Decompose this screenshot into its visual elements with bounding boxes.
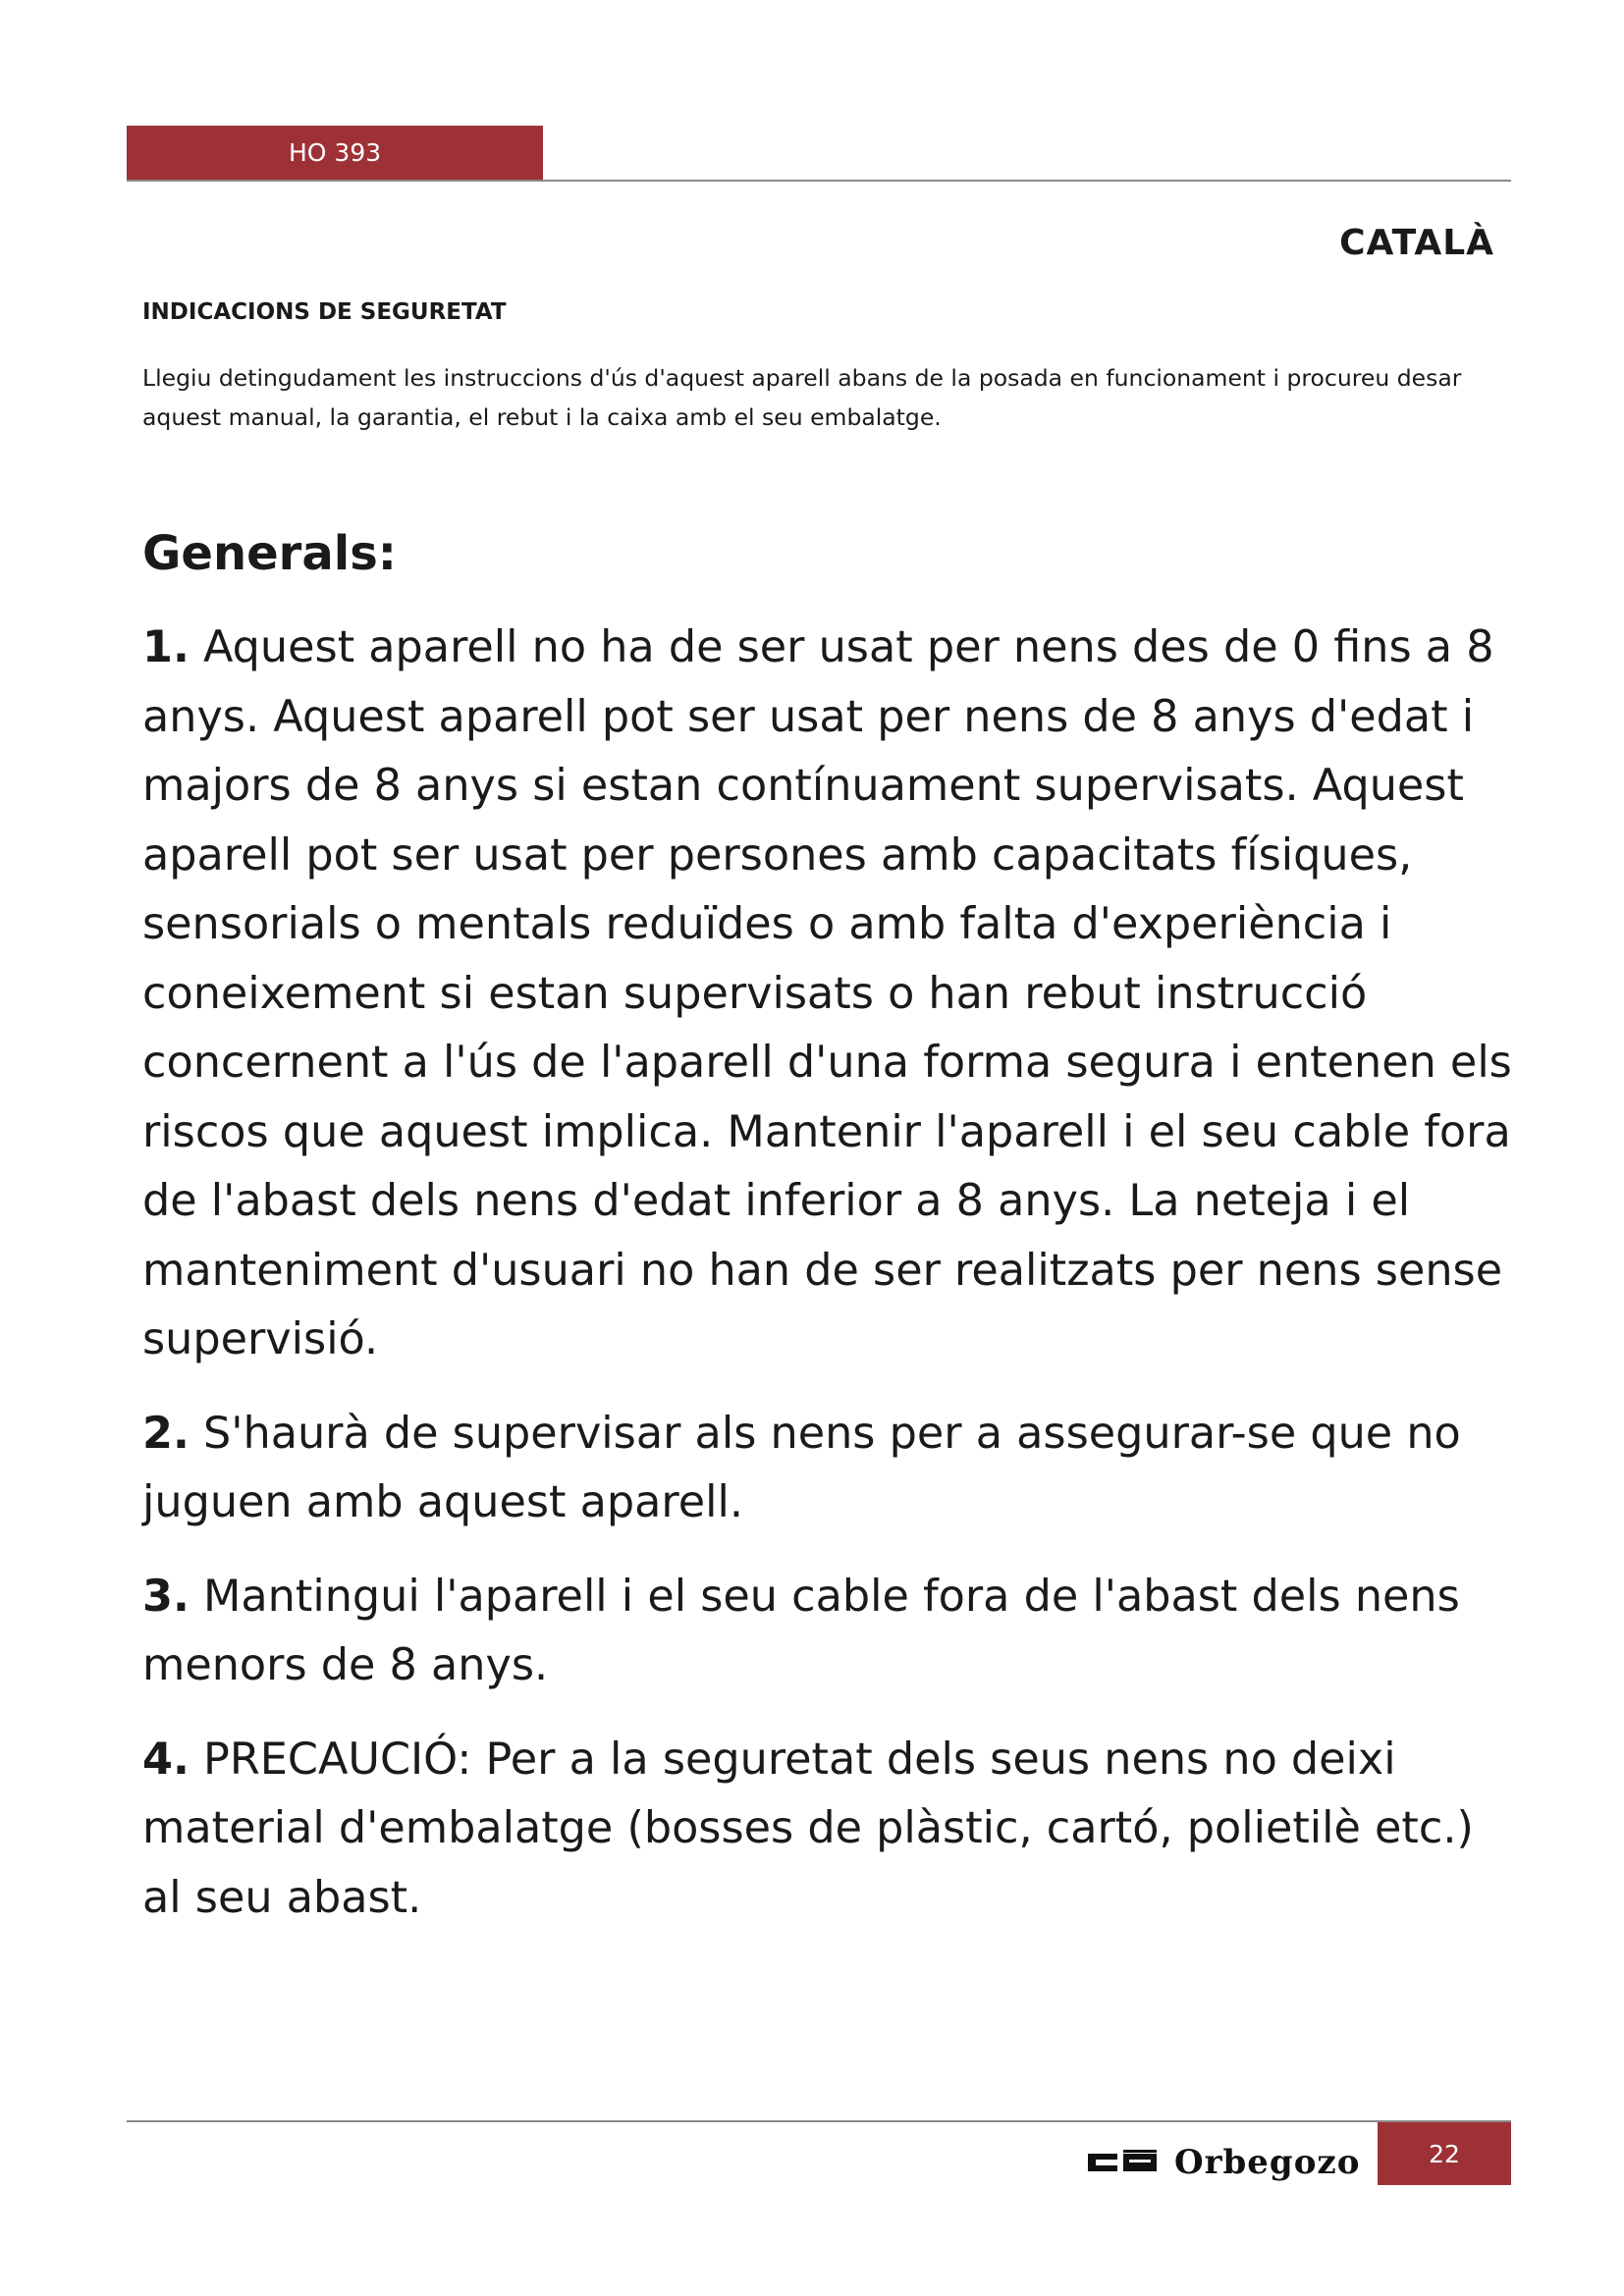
item-number: 4.	[142, 1734, 189, 1785]
list-item	[142, 614, 1512, 1375]
footer-divider	[127, 2120, 1511, 2122]
page-number-box	[1378, 2122, 1511, 2185]
item-text: Aquest aparell no ha de ser usat per nens des de 0 fins a 8 anys. Aquest aparell pot ser usat per nens de 8 anys d'edat i majors de 8 anys si estan contínuament supervisats. Aquest aparell pot ser usat per persones amb capacitats físiques, sensorials o mentals reduïdes o amb falta d'experiència i coneixement si estan supervisats o han rebut instrucció concernent a l'ús de l'aparell d'una forma segura i entenen els riscos que aquest implica. Mantenir l'aparell i el seu cable fora de l'abast dels nens d'edat inferior a 8 anys. La neteja i el manteniment d'usuari no han de ser realitzats per nens sense supervisió.	[142, 622, 1512, 1364]
item-text: Mantingui l'aparell i el seu cable fora de l'abast dels nens menors de 8 anys.	[142, 1571, 1460, 1690]
section-title: INDICACIONS DE SEGURETAT	[142, 299, 507, 325]
page-number: 22	[1429, 2139, 1460, 2168]
brand-name: Orbegozo	[1174, 2143, 1361, 2182]
item-text: PRECAUCIÓ: Per a la seguretat dels seus nens no deixi material d'embalatge (bosses de plàstic, cartó, polietilè etc.) al seu abast.	[142, 1734, 1474, 1923]
safety-list	[142, 614, 1512, 1957]
model-label: HO 393	[289, 138, 382, 167]
list-item	[142, 1563, 1512, 1701]
item-number: 2.	[142, 1408, 189, 1459]
brand-mark-icon	[1088, 2150, 1157, 2175]
list-item	[142, 1726, 1512, 1934]
language-label: CATALÀ	[1339, 223, 1494, 263]
model-tab	[127, 126, 543, 180]
generals-heading: Generals:	[142, 526, 397, 581]
intro-paragraph: Llegiu detingudament les instruccions d'ús d'aquest aparell abans de la posada en funcionament i procureu desar aquest manual, la garantia, el rebut i la caixa amb el seu embalatge.	[142, 364, 1462, 431]
item-text: S'haurà de supervisar als nens per a assegurar-se que no juguen amb aquest aparell.	[142, 1408, 1461, 1527]
brand-logo	[1088, 2133, 1368, 2192]
item-number: 1.	[142, 622, 189, 672]
item-number: 3.	[142, 1571, 189, 1622]
list-item	[142, 1400, 1512, 1538]
header-divider	[127, 180, 1511, 182]
